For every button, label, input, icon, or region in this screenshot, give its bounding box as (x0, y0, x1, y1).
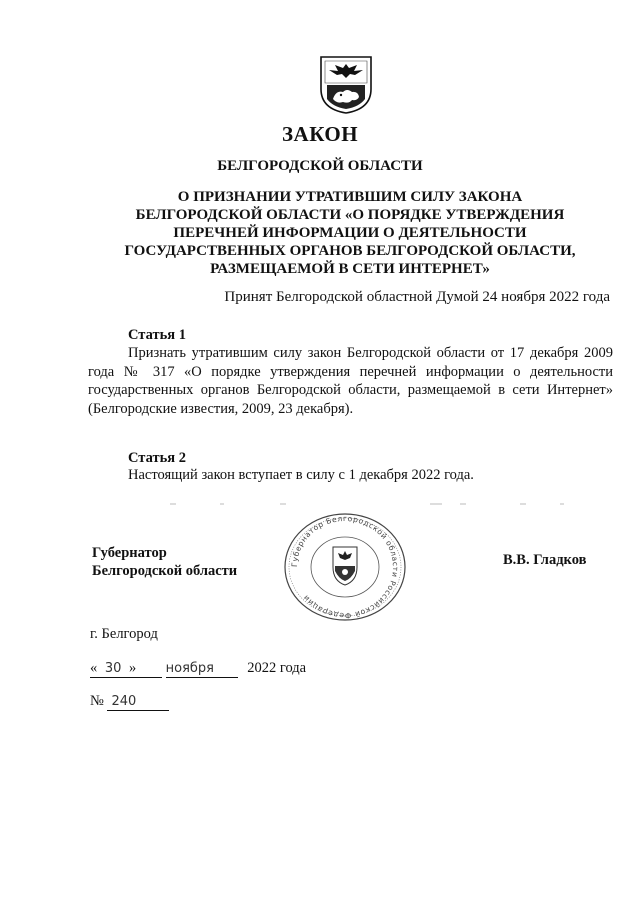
date-year: 2022 года (247, 660, 307, 676)
date-month: ноября (165, 661, 214, 676)
number-prefix: № (90, 693, 104, 709)
scan-artifact (160, 498, 580, 510)
date-month-field (166, 660, 238, 678)
subject-line: ГОСУДАРСТВЕННЫХ ОРГАНОВ БЕЛГОРОДСКОЙ ОБЛАСТИ, (124, 243, 576, 259)
article-2-text: Настоящий закон вступает в силу с 1 декабря 2022 года. (128, 467, 474, 483)
place-of-signing: г. Белгород (90, 626, 158, 642)
signatory-name: В.В. Гладков (503, 552, 587, 568)
governor-seal-icon (281, 511, 409, 623)
date-close-quote: » (129, 660, 137, 676)
date-open-quote: « (90, 660, 98, 676)
number-value: 240 (111, 694, 137, 709)
document-subject (100, 188, 600, 278)
document-region: БЕЛГОРОДСКОЙ ОБЛАСТИ (217, 158, 423, 174)
subject-line: РАЗМЕЩАЕМОЙ В СЕТИ ИНТЕРНЕТ» (210, 261, 490, 277)
signatory-role-line: Белгородской области (92, 563, 238, 579)
signatory-role (92, 544, 237, 580)
law-number (90, 693, 169, 711)
number-field (107, 693, 169, 711)
date-day-field (90, 660, 162, 678)
article-2-title: Статья 2 (128, 450, 186, 466)
adoption-note: Принят Белгородской областной Думой 24 ноября 2022 года (224, 289, 610, 305)
seal-text: Губернатор Белгородской области Российской Федерации (289, 513, 401, 621)
coat-of-arms-icon (319, 55, 373, 115)
article-1-text: Признать утратившим силу закон Белгородской области от 17 декабря 2009 года № 317 «О порядке утверждения перечней информации о деятельности государственных органов Белгородской области, размещаемой в сети Интернет» (Белгородские известия, 2009, 23 декабря). (88, 345, 613, 417)
article-1-title: Статья 1 (128, 327, 186, 343)
subject-line: О ПРИЗНАНИИ УТРАТИВШИМ СИЛУ ЗАКОНА (177, 189, 523, 205)
signing-date (90, 660, 306, 678)
subject-line: БЕЛГОРОДСКОЙ ОБЛАСТИ «О ПОРЯДКЕ УТВЕРЖДЕНИЯ (135, 207, 565, 223)
document-heading: ЗАКОН (281, 122, 359, 146)
signatory-role-line: Губернатор (92, 545, 167, 561)
subject-line: ПЕРЕЧНЕЙ ИНФОРМАЦИИ О ДЕЯТЕЛЬНОСТИ (173, 225, 527, 241)
date-day: 30 (104, 661, 122, 676)
